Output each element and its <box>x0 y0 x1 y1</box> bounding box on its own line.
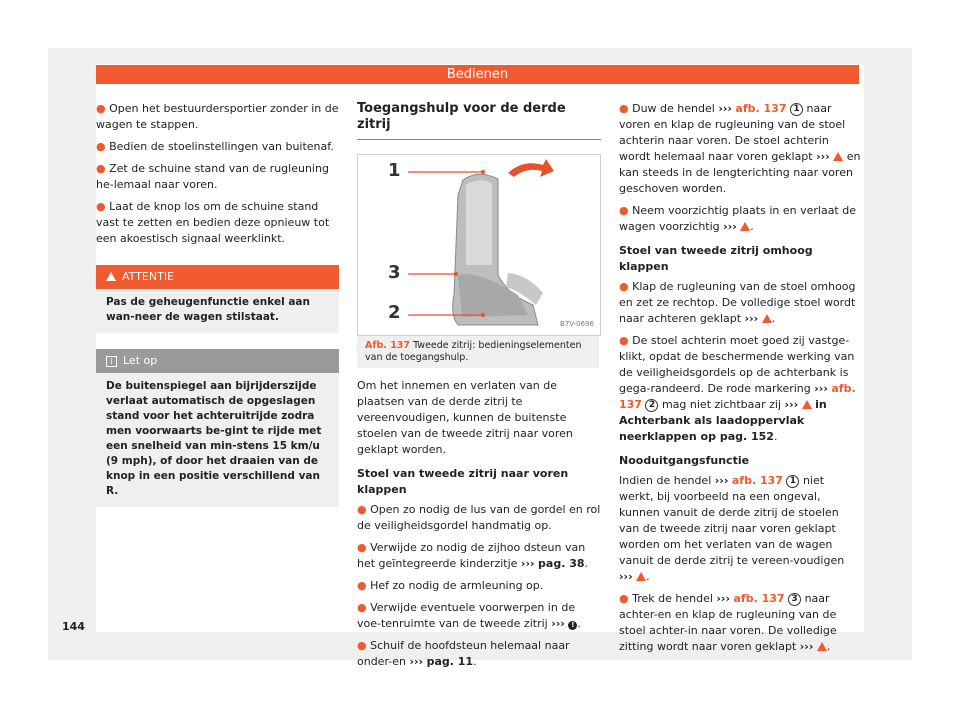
page-header: Bedienen <box>96 65 859 84</box>
info-icon: i <box>106 356 117 367</box>
list-item: ● Bedien de stoelinstellingen van buitenaf. <box>96 140 334 153</box>
warning-icon <box>802 400 812 409</box>
section-subheading: Stoel van tweede zitrij omhoog klappen <box>619 244 813 273</box>
warning-icon <box>833 152 843 161</box>
page-link: pag. 11 <box>426 655 474 668</box>
attention-header: ATTENTIE <box>96 265 339 289</box>
list-item: ● Verwijde eventuele voorwerpen in de voe-tenruimte van de tweede zitrij ››› ! . <box>357 601 581 630</box>
list-item: ● Laat de knop los om de schuine stand vast te zetten en bedien deze opnieuw tot een akoestisch signaal weerklinkt. <box>96 200 330 245</box>
warning-icon <box>817 642 827 651</box>
list-item: ● Neem voorzichtig plaats in en verlaat de wagen voorzichtig ››› . <box>619 204 856 233</box>
figure-link: afb. 137 <box>731 474 783 487</box>
list-item: ● Trek de hendel ››› afb. 137 3 naar achter-en en klap de rugleuning van de stoel achter-in naar voren. De volledige zitting wordt naar voren geklapt ››› . <box>619 592 837 653</box>
warning-icon <box>106 272 116 281</box>
callout-2: 2 <box>388 302 401 323</box>
section-heading: Toegangshulp voor de derde zitrij <box>357 101 601 140</box>
page-number: 144 <box>62 620 85 633</box>
list-item: ● Verwijde zo nodig de zijhoo dsteun van het geïntegreerde kinderzitje ››› pag. 38. <box>357 541 589 570</box>
list-item: ● Hef zo nodig de armleuning op. <box>357 579 544 592</box>
warning-icon <box>762 314 772 323</box>
section-subheading: Nooduitgangsfunctie <box>619 454 750 467</box>
callout-number: 1 <box>786 475 799 488</box>
list-item: ● Open zo nodig de lus van de gordel en rol de veiligheidsgordel handmatig op. <box>357 503 601 532</box>
right-column <box>619 101 861 661</box>
warning-icon <box>636 572 646 581</box>
figure-link: afb. 137 <box>619 382 856 411</box>
middle-column <box>357 101 601 676</box>
list-item: ● Zet de schuine stand van de rugleuning he-lemaal naar voren. <box>96 162 329 191</box>
fold-arrow-icon <box>508 159 554 177</box>
list-item: ● Schuif de hoofdsteun helemaal naar onder-en ››› pag. 11. <box>357 639 570 668</box>
callout-1: 1 <box>388 160 401 181</box>
callout-3: 3 <box>388 262 401 283</box>
paragraph: Indien de hendel ››› afb. 137 1 niet werkt, bij voorbeeld na een ongeval, kunnen vanuit de derde zitrij de stoelen van de tweede zitrij naar voren geklapt worden om het verlaten van de wagen vanuit de derde zitrij te vereen-voudigen ››› . <box>619 474 845 583</box>
seat-figure <box>357 154 601 336</box>
page-link: pag. 38 <box>538 557 585 570</box>
list-item: ● De stoel achterin moet goed zij vastge-klikt, opdat de beschermende werking van de veiligheidsgordels op de achterbank is gega-randeerd. De rode markering ››› afb. 137 2 mag niet zichtbaar zij ››› in Achterbank als laadoppervlak neerklappen op pag. 152. <box>619 334 856 443</box>
list-item: ● Klap de rugleuning van de stoel omhoog en zet ze rechtop. De volledige stoel wordt naar achteren geklapt ››› . <box>619 280 856 325</box>
warning-icon <box>740 222 750 231</box>
figure-code: B7V-0696 <box>560 320 594 328</box>
attention-box <box>96 265 339 333</box>
note-text: De buitenspiegel aan bijrijderszijde verlaat automatisch de opgeslagen stand voor het achteruitrijde zodra men voorwaarts be-gint te rijde met een snelheid van min-stens 15 km/u (9 mph), of door het draaien van de knop in een positie verschillend van R. <box>96 373 339 507</box>
attention-text: Pas de geheugenfunctie enkel aan wan-neer de wagen stilstaat. <box>96 289 339 333</box>
figure-link: afb. 137 <box>733 592 785 605</box>
figure-link: afb. 137 <box>735 102 787 115</box>
section-subheading: Stoel van tweede zitrij naar voren klappen <box>357 467 569 496</box>
callout-number: 2 <box>645 399 658 412</box>
callout-number: 1 <box>790 103 803 116</box>
note-header: i Let op <box>96 349 339 373</box>
list-item: ● Duw de hendel ››› afb. 137 1 naar voren en klap de rugleuning van de stoel achterin naar voren. De stoel achterin wordt helemaal naar voren geklapt ››› en kan steeds in de lengterichting naar voren geschoven worden. <box>619 102 861 195</box>
note-box <box>96 349 339 507</box>
callout-number: 3 <box>788 593 801 606</box>
list-item: ● Open het bestuurdersportier zonder in de wagen te stappen. <box>96 102 339 131</box>
figure-caption: Afb. 137 Tweede zitrij: bedieningselementen van de toegangshulp. <box>357 336 599 368</box>
danger-icon: ! <box>568 621 577 630</box>
left-column <box>96 101 339 507</box>
intro-text: Om het innemen en verlaten van de plaatsen van de derde zitrij te vereenvoudigen, kunnen de buitenste stoelen van de tweede zitrij naar voren geklapt worden. <box>357 379 573 456</box>
